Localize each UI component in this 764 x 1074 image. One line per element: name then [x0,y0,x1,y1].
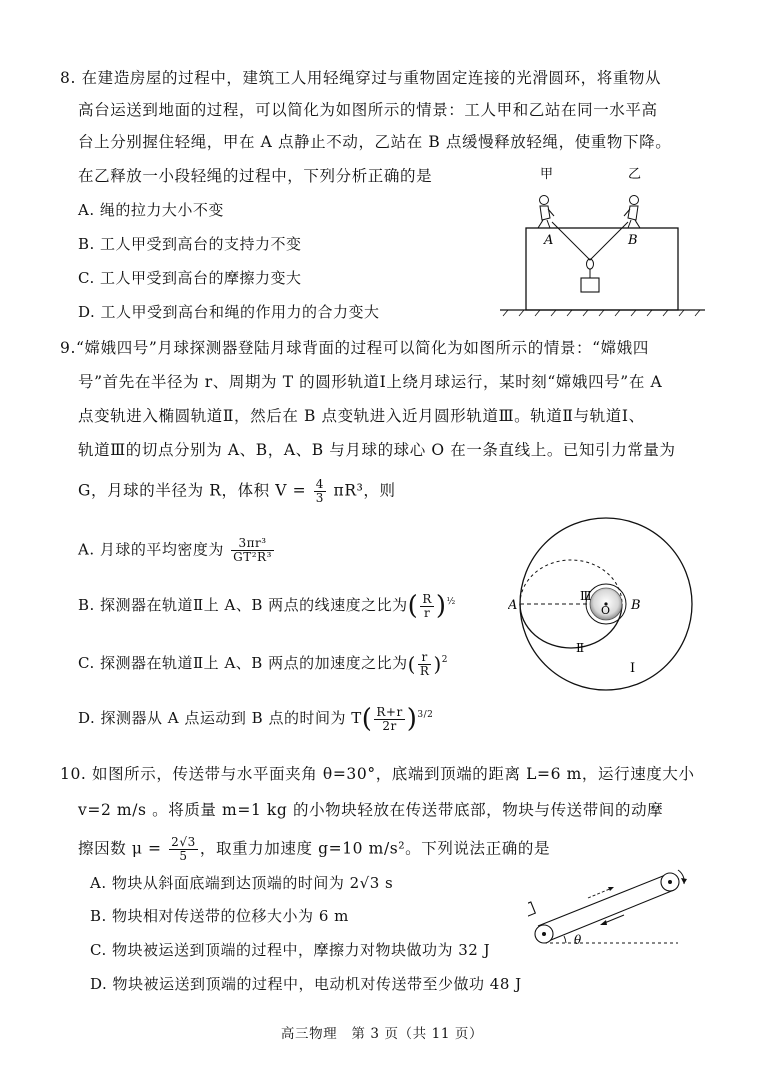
label-iii: Ⅲ [580,589,592,603]
ground-hatch [503,310,700,316]
q8-line-1: 8. 在建造房屋的过程中，建筑工人用轻绳穿过与重物固定连接的光滑圆环，将重物从 [60,69,662,87]
label-yi: 乙 [628,167,642,182]
frac-den: 3 [315,491,324,505]
volume-fraction [314,478,326,505]
q9-option-a [78,537,276,564]
q9-line-5-post: πR³，则 [333,481,396,500]
label-jia: 甲 [540,167,554,182]
top-pulley-axle [668,880,672,884]
page-footer: 高三物理 第 3 页（共 11 页） [280,1026,484,1042]
label-b: B [628,233,638,248]
belt-top-line [546,890,674,942]
q9-line-1: 9.“嫦娥四号”月球探测器登陆月球背面的过程可以简化为如图所示的情景：“嫦娥四 [60,339,649,357]
down-arrowhead [600,920,607,925]
q9-orbit-figure [508,512,708,702]
time-fraction [374,706,404,733]
velocity-ratio-fraction [420,593,434,620]
density-fraction [231,537,274,564]
label-b: B [631,598,641,613]
mu-fraction [169,836,198,863]
q9-option-b-text: B. 探测器在轨道Ⅱ上 A、B 两点的线速度之比为 [78,596,408,614]
q10-line-3-post: ，取重力加速度 g=10 m/s²。下列说法正确的是 [199,839,551,858]
q9-option-d: D. 探测器从 A 点运动到 B 点的时间为 T( $\frac{R+r}{2r}$ )$^{3/2}$ [78,704,434,734]
exponent: ½ [446,597,456,607]
frac-den: GT²R³ [233,550,272,564]
q10-option-a: A. 物块从斜面底端到达顶端的时间为 2√3 s [90,874,394,892]
label-a: A [544,233,554,248]
weight-block [581,278,599,292]
q9-line-4: 轨道Ⅲ的切点分别为 A、B，A、B 与月球的球心 O 在一条直线上。已知引力常量为 [78,441,676,459]
label-ii: Ⅱ [576,641,585,655]
q8-option-c: C. 工人甲受到高台的摩擦力变大 [78,269,302,287]
q10-option-c: C. 物块被运送到顶端的过程中，摩擦力对物块做功为 32 J [90,941,491,959]
belt-motion-arrow-icon [588,888,612,898]
q8-option-b: B. 工人甲受到高台的支持力不变 [78,235,302,253]
frac-den: 2r [382,718,397,733]
q9-line-5 [78,478,396,505]
q9-line-5-text: G，月球的半径为 R，体积 V = [78,481,307,500]
label-i: Ⅰ [630,661,636,676]
q10-option-b: B. 物块相对传送带的位移大小为 6 m [90,907,349,925]
q9-option-c: C. 探测器在轨道Ⅱ上 A、B 两点的加速度之比为( $\frac{r}{R}$ )$^2$ [78,649,448,678]
q8-line-4: 在乙释放一小段轻绳的过程中，下列分析正确的是 [78,167,433,185]
exponent: 2 [441,655,448,665]
q9-line-3: 点变轨进入椭圆轨道Ⅱ，然后在 B 点变轨进入近月圆形轨道Ⅲ。轨道Ⅱ与轨道Ⅰ、 [78,407,645,425]
label-o: O [601,604,611,617]
q10-option-d: D. 物块被运送到顶端的过程中，电动机对传送带至少做功 48 J [90,975,522,993]
frac-num: r [418,651,432,665]
q9-option-c-text: C. 探测器在轨道Ⅱ上 A、B 两点的加速度之比为 [78,654,408,672]
rotation-arrowhead [681,878,687,884]
q8-figure [500,160,710,330]
frac-num: 4 [315,477,324,491]
q10-line-1: 10. 如图所示，传送带与水平面夹角 θ=30°，底端到顶端的距离 L=6 m，运行速度大小 [60,765,695,783]
q10-conveyor-figure [528,860,698,950]
block [528,902,535,919]
exponent: 3/2 [417,710,434,720]
q9-option-b: B. 探测器在轨道Ⅱ上 A、B 两点的线速度之比为( $\frac{R}{r}$ )$^{\frac{1}{2}}$ [78,591,456,621]
angle-arc [564,936,566,943]
q10-line-3 [78,836,550,863]
q8-option-d: D. 工人甲受到高台和绳的作用力的合力变大 [78,303,380,321]
worker-jia-icon [538,196,554,229]
q10-line-3-text: 擦因数 μ = [78,839,162,858]
acceleration-ratio-fraction [418,651,432,678]
frac-num: R [422,591,432,606]
q8-option-a: A. 绳的拉力大小不变 [78,201,224,219]
frac-num: R+r [376,704,403,719]
q8-line-2: 高台运送到地面的过程，可以简化为如图所示的情景：工人甲和乙站在同一水平高 [78,101,658,119]
q10-line-2: v=2 m/s 。将质量 m=1 kg 的小物块轻放在传送带底部，物块与传送带间的动摩 [78,801,664,819]
q9-line-2: 号”首先在半径为 r、周期为 T 的圆形轨道Ⅰ上绕月球运行，某时刻“嫦娥四号”在 A [78,373,663,391]
frac-num: 3πr³ [231,537,274,551]
frac-den: 5 [179,849,188,863]
label-theta: θ [574,933,582,947]
frac-num: 2√3 [171,835,196,849]
label-a: A [508,598,518,613]
q9-option-a-text: A. 月球的平均密度为 [78,540,224,559]
q9-option-d-text: D. 探测器从 A 点运动到 B 点的时间为 T [78,709,362,727]
frac-den: R [419,663,430,678]
bottom-pulley-axle [542,932,546,936]
frac-den: r [423,605,431,620]
q8-line-3: 台上分别握住轻绳，甲在 A 点静止不动，乙站在 B 点缓慢释放轻绳，使重物下降。 [78,133,672,151]
